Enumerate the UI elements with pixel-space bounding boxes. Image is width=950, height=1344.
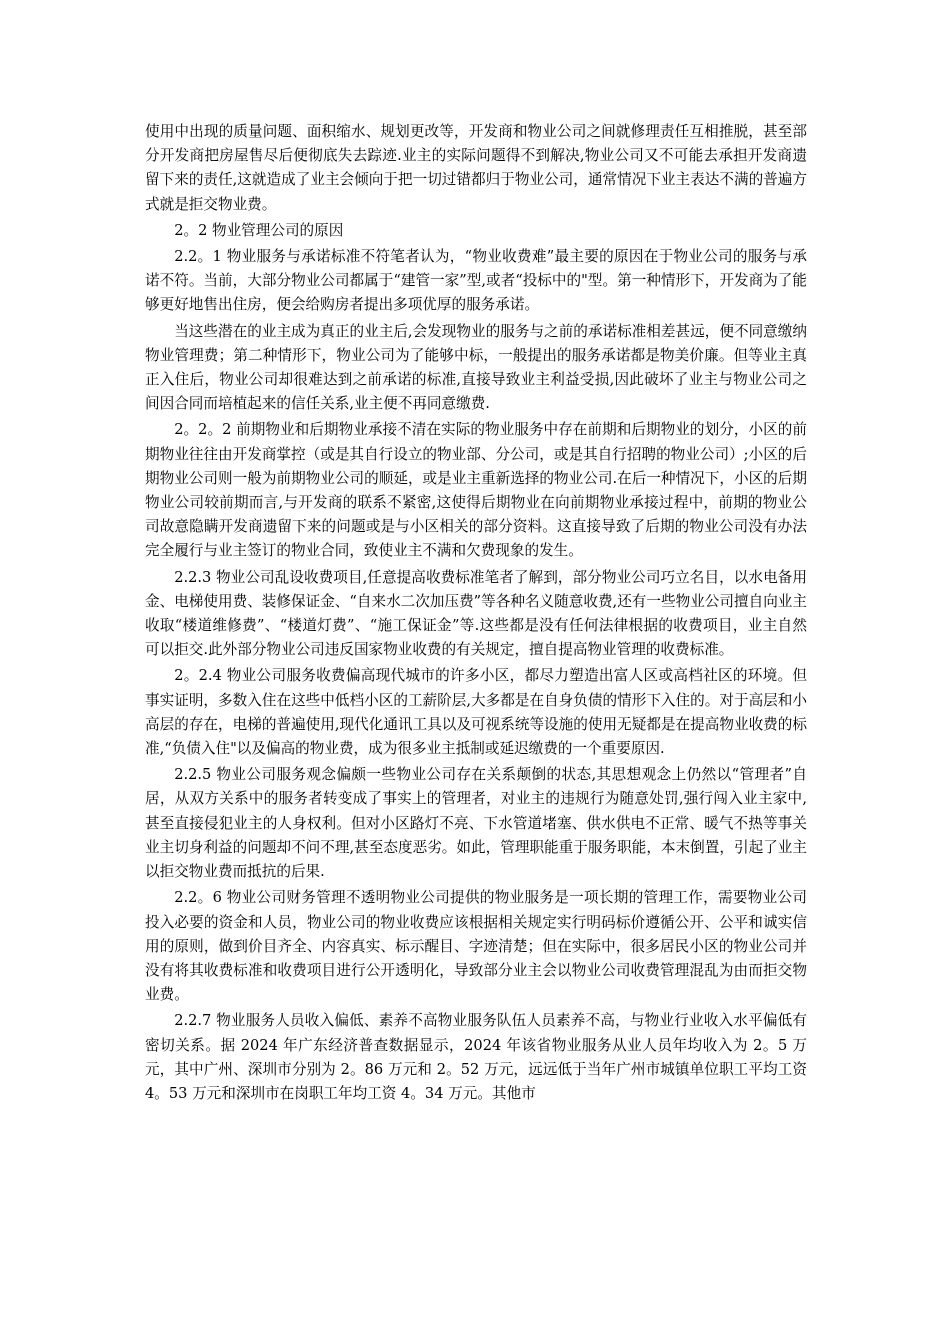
paragraph-2-2-5: 2.2.5 物业公司服务观念偏颇一些物业公司存在关系颠倒的状态,其思想观念上仍然以“管理者”自居，从双方关系中的服务者转变成了事实上的管理者，对业主的违规行为随意处罚,强行闯入业主家中,甚至直接侵犯业主的人身权利。但对小区路灯不亮、下水管道堵塞、供水供电不正常、暖气不热等事关业主切身利益的问题却不问不理,甚至态度恶劣。如此，管理职能重于服务职能，本末倒置，引起了业主以拒交物业费而抵抗的后果.	[145, 766, 807, 881]
paragraph-2-2-7: 2.2.7 物业服务人员收入偏低、素养不高物业服务队伍人员素养不高，与物业行业收入水平偏低有密切关系。据 2024 年广东经济普查数据显示，2024 年该省物业服务从业人员年均收入为 2。5 万元，其中广州、深圳市分别为 2。86 万元和 2。52 万元，远远低于当年广州市城镇单位职工平均工资 4。53 万元和深圳市在岗职工年均工资 4。34 万元。其他市	[145, 1012, 807, 1102]
document-body	[145, 120, 807, 1108]
paragraph-2-2-6: 2.2。6 物业公司财务管理不透明物业公司提供的物业服务是一项长期的管理工作，需要物业公司投入必要的资金和人员，物业公司的物业收费应该根据相关规定实行明码标价遵循公开、公平和诚实信用的原则，做到价目齐全、内容真实、标示醒目、字迹清楚；但在实际中，很多居民小区的物业公司并没有将其收费标准和收费项目进行公开透明化，导致部分业主会以物业公司收费管理混乱为由而拒交物业费。	[145, 889, 807, 1004]
section-heading-2-2: 2。2 物业管理公司的原因	[174, 221, 344, 239]
paragraph-2-2-1-continued: 当这些潜在的业主成为真正的业主后,会发现物业的服务与之前的承诺标准相差甚远，便不同意缴纳物业管理费；第二种情形下，物业公司为了能够中标，一般提出的服务承诺都是物美价廉。但等业主真正入住后，物业公司却很难达到之前承诺的标准,直接导致业主利益受损,因此破坏了业主与物业公司之间因合同而培植起来的信任关系,业主便不再同意缴费.	[145, 322, 807, 413]
paragraph-continuation: 使用中出现的质量问题、面积缩水、规划更改等，开发商和物业公司之间就修理责任互相推脱，甚至部分开发商把房屋售尽后便彻底失去踪迹.业主的实际问题得不到解决,物业公司又不可能去承担开发商遗留下来的责任,这就造成了业主会倾向于把一切过错都归于物业公司，通常情况下业主表达不满的普遍方式就是拒交物业费。	[145, 123, 807, 213]
paragraph-2-2-4: 2。2.4 物业公司服务收费偏高现代城市的许多小区，都尽力塑造出富人区或高档社区的环境。但事实证明，多数入住在这些中低档小区的工薪阶层,大多都是在自身负债的情形下入住的。对于高层和小高层的存在，电梯的普遍使用,现代化通讯工具以及可视系统等设施的使用无疑都是在提高物业收费的标准,“负债入住"以及偏高的物业费，成为很多业主抵制或延迟缴费的一个重要原因.	[145, 667, 807, 758]
paragraph-2-2-2: 2。2。2 前期物业和后期物业承接不清在实际的物业服务中存在前期和后期物业的划分，小区的前期物业往往由开发商掌控（或是其自行设立的物业部、分公司，或是其自行招聘的物业公司）;小区的后期物业公司则一般为前期物业公司的顺延，或是业主重新选择的物业公司.在后一种情况下，小区的后期物业公司较前期而言,与开发商的联系不紧密,这使得后期物业在向前期物业承接过程中，前期的物业公司故意隐瞒开发商遗留下来的问题或是与小区相关的部分资料。这直接导致了后期的物业公司没有办法完全履行与业主签订的物业合同，致使业主不满和欠费现象的发生。	[145, 421, 807, 560]
paragraph-2-2-3: 2.2.3 物业公司乱设收费项目,任意提高收费标准笔者了解到，部分物业公司巧立名目，以水电备用金、电梯使用费、装修保证金、“自来水二次加压费”等各种名义随意收费,还有一些物业公司擅自向业主收取“楼道维修费”、“楼道灯费”、“施工保证金”等.这些都是没有任何法律根据的收费项目，业主自然可以拒交.此外部分物业公司违反国家物业收费的有关规定，擅自提高物业管理的收费标准。	[145, 568, 807, 659]
paragraph-2-2-1: 2.2。1 物业服务与承诺标准不符笔者认为，“物业收费难”最主要的原因在于物业公司的服务与承诺不符。当前，大部分物业公司都属于“建管一家”型,或者“投标中的"型。第一种情形下，开发商为了能够更好地售出住房，便会给购房者提出多项优厚的服务承诺。	[145, 248, 807, 314]
